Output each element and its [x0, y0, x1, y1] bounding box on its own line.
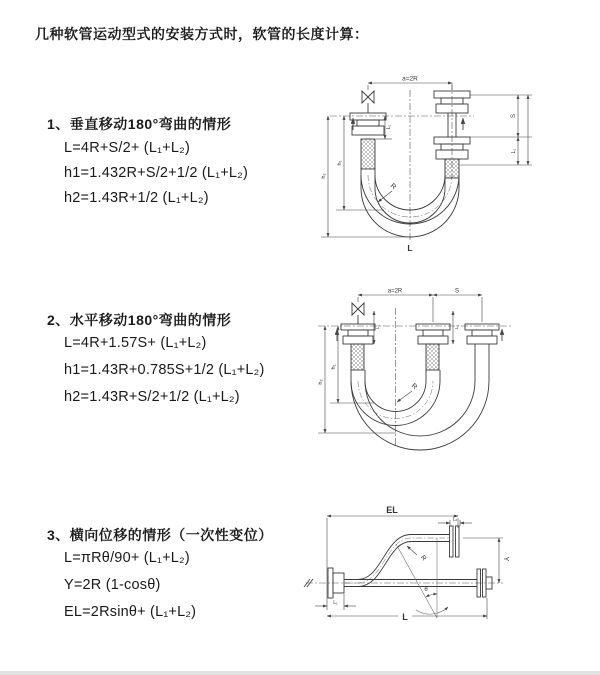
- flanges: [341, 324, 499, 381]
- construction-lines: [396, 538, 448, 618]
- dim-stroke-right: [460, 95, 532, 165]
- dim-label-l1: L₁: [333, 600, 338, 606]
- section2-formula-l: L=4R+1.57S+ (L₁+L₂): [64, 335, 207, 351]
- dim-label-s: S: [454, 288, 460, 295]
- movement-arrows: [337, 329, 502, 341]
- diagram-horizontal-180-bend: [312, 283, 600, 473]
- dim-label-h1: h₁: [331, 364, 337, 370]
- radius-label: R: [388, 182, 398, 192]
- dim-label-s: S: [511, 113, 517, 119]
- dim-label-h2: h₂: [318, 379, 324, 385]
- dim-label-l2: L₂: [454, 324, 459, 330]
- dim-fittings: [374, 311, 453, 344]
- dim-top: [358, 295, 482, 322]
- hose-u-bend: [351, 381, 489, 450]
- radius-leader: [397, 391, 412, 402]
- dim-label-a2r: a=2R: [402, 75, 418, 83]
- radius-label: R: [419, 554, 428, 563]
- section3-heading: 3、横向位移的情形（一次性变位）: [47, 527, 273, 543]
- dim-heights: [321, 116, 408, 237]
- dim-label-a2r: a=2R: [387, 288, 403, 295]
- radius-label: R: [409, 382, 419, 392]
- page-title: 几种软管运动型式的安装方式时，软管的长度计算：: [35, 26, 369, 42]
- valve-icon: [352, 303, 364, 324]
- section1-formula-l: L=4R+S/2+ (L₁+L₂): [64, 140, 190, 156]
- dim-label-l2: L₂: [511, 148, 517, 154]
- angle-label: θ: [424, 587, 428, 593]
- section2-formula-h1: h1=1.43R+0.785S+1/2 (L₁+L₂): [64, 362, 265, 378]
- section2-formula-h2: h2=1.43R+S/2+1/2 (L₁+L₂): [64, 389, 240, 405]
- section1-formula-h2: h2=1.43R+1/2 (L₁+L₂): [64, 190, 209, 206]
- page-edge: [0, 671, 600, 675]
- upper-flange: [450, 526, 460, 557]
- diagram-vertical-180-bend: [312, 70, 547, 258]
- valve-icon: [362, 91, 374, 113]
- section3-formula-y: Y=2R (1-cosθ): [64, 577, 161, 593]
- dim-y: [463, 538, 503, 583]
- dim-label-h2: h₂: [321, 173, 327, 179]
- hose-s-curve: [344, 535, 450, 587]
- centerlines: [304, 579, 503, 587]
- length-label: L: [407, 243, 413, 253]
- dim-label-y: Y: [502, 556, 509, 562]
- dim-label-l: L: [402, 612, 408, 622]
- dim-label-el: EL: [386, 505, 398, 515]
- section3-formula-el: EL=2Rsinθ+ (L₁+L₂): [64, 604, 197, 620]
- centerlines: [318, 308, 512, 445]
- diagram-lateral-displacement: [298, 498, 598, 656]
- section1-formula-h1: h1=1.432R+S/2+1/2 (L₁+L₂): [64, 165, 249, 181]
- section3-formula-l: L=πRθ/90+ (L₁+L₂): [64, 550, 190, 566]
- dim-label-l2: L₂: [452, 516, 458, 523]
- dim-label-l1: L₁: [386, 124, 392, 130]
- section1-heading: 1、垂直移动180°弯曲的情形: [47, 116, 232, 132]
- dim-label-h1: h₁: [337, 160, 343, 166]
- section2-heading: 2、水平移动180°弯曲的情形: [47, 312, 232, 328]
- dim-el: [327, 516, 458, 610]
- dim-width: [368, 83, 452, 90]
- radius-leader: [407, 546, 417, 555]
- dim-label-l1: L₁: [375, 324, 380, 330]
